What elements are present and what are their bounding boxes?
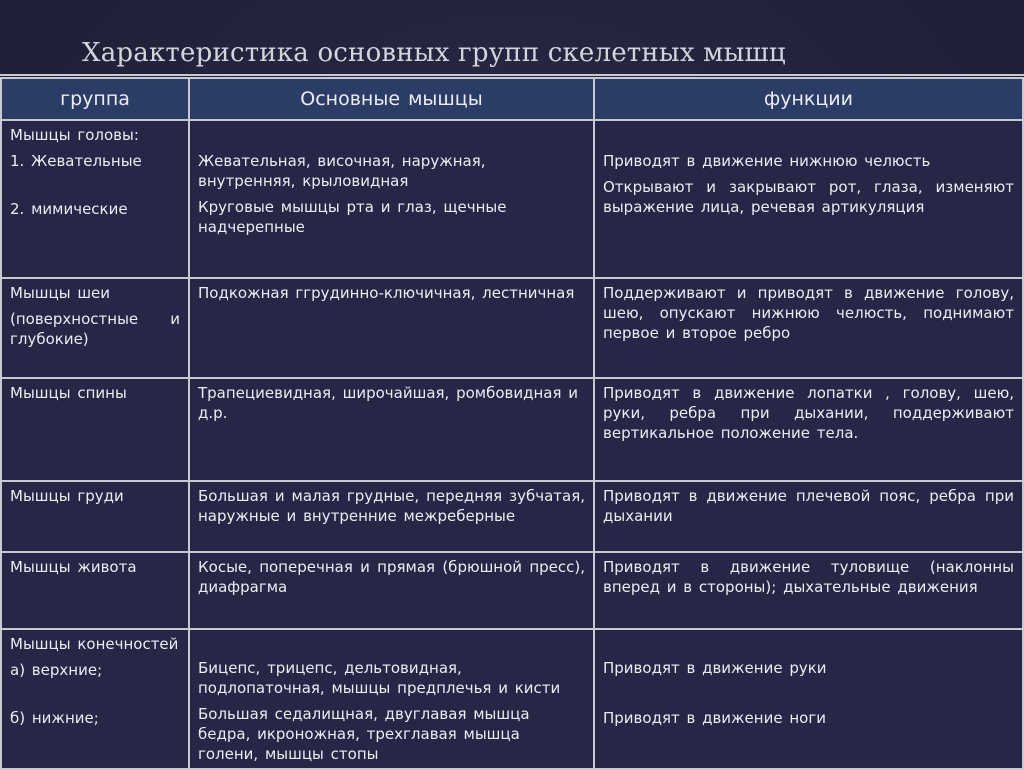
group-title: Мышцы конечностей <box>10 635 179 653</box>
group-title: Мышцы живота <box>10 558 137 576</box>
group-cell <box>1 629 189 769</box>
group-sub: (поверхностные и глубокие) <box>10 310 180 348</box>
group-sub: 1. Жевательные <box>10 152 142 170</box>
group-cell <box>1 378 189 481</box>
group-title: Мышцы шеи <box>10 284 111 302</box>
group-title: Мышцы груди <box>10 487 124 505</box>
muscles-text: Подкожная ггрудинно-ключичная, лестничная <box>198 284 575 302</box>
functions-text: Поддерживают и приводят в движение голову, шею, опускают нижнюю челюсть, поднимают первое и второе ребро <box>603 284 1014 342</box>
functions-text: Приводят в движение нижнюю челюсть <box>603 152 931 170</box>
muscles-text: Жевательная, височная, наружная, внутренняя, крыловидная <box>198 152 486 190</box>
table-row <box>1 629 1023 769</box>
title-divider <box>0 74 1024 76</box>
functions-cell <box>594 120 1023 278</box>
muscles-text: Бицепс, трицепс, дельтовидная, подлопаточная, мышцы предплечья и кисти <box>198 659 561 697</box>
muscles-text: Круговые мышцы рта и глаз, щечные надчерепные <box>198 198 507 236</box>
functions-text: Приводят в движение плечевой пояс, ребра при дыхании <box>603 487 1014 525</box>
group-cell <box>1 481 189 552</box>
muscles-text: Косые, поперечная и прямая (брюшной пресс), диафрагма <box>198 558 585 596</box>
muscles-text: Трапециевидная, широчайшая, ромбовидная и д.р. <box>198 384 579 422</box>
header-functions: функции <box>594 78 1023 120</box>
group-title: Мышцы головы: <box>10 126 139 144</box>
group-cell <box>1 278 189 378</box>
functions-text: Приводят в движение ноги <box>603 709 826 727</box>
muscles-cell <box>189 278 594 378</box>
muscles-cell <box>189 629 594 769</box>
functions-cell <box>594 481 1023 552</box>
muscle-groups-table <box>0 77 1024 770</box>
table-row <box>1 552 1023 629</box>
functions-cell <box>594 552 1023 629</box>
muscles-text: Большая седалищная, двуглавая мышца бедра, икроножная, трехглавая мышца голени, мышцы стопы <box>198 705 530 763</box>
table-row <box>1 378 1023 481</box>
muscles-cell <box>189 378 594 481</box>
functions-cell <box>594 378 1023 481</box>
header-muscles: Основные мышцы <box>189 78 594 120</box>
group-sub: б) нижние; <box>10 709 99 727</box>
functions-cell <box>594 629 1023 769</box>
group-cell <box>1 552 189 629</box>
group-title: Мышцы спины <box>10 384 127 402</box>
table-row <box>1 278 1023 378</box>
functions-text: Приводят в движение руки <box>603 659 827 677</box>
muscles-cell <box>189 481 594 552</box>
functions-text: Приводят в движение лопатки , голову, шею, руки, ребра при дыхании, поддерживают вертикальное положение тела. <box>603 384 1014 442</box>
group-sub: 2. мимические <box>10 200 128 218</box>
table-row <box>1 481 1023 552</box>
functions-text: Открывают и закрывают рот, глаза, изменяют выражение лица, речевая артикуляция <box>603 178 1014 216</box>
header-group: группа <box>1 78 189 120</box>
table-header-row <box>1 78 1023 120</box>
muscles-cell <box>189 552 594 629</box>
group-cell <box>1 120 189 278</box>
table-row <box>1 120 1023 278</box>
group-sub: а) верхние; <box>10 661 103 679</box>
functions-text: Приводят в движение туловище (наклонны вперед и в стороны); дыхательные движения <box>603 558 1014 596</box>
slide-title: Характеристика основных групп скелетных мышц <box>82 38 786 68</box>
muscles-text: Большая и малая грудные, передняя зубчатая, наружные и внутренние межреберные <box>198 487 585 525</box>
functions-cell <box>594 278 1023 378</box>
muscles-cell <box>189 120 594 278</box>
